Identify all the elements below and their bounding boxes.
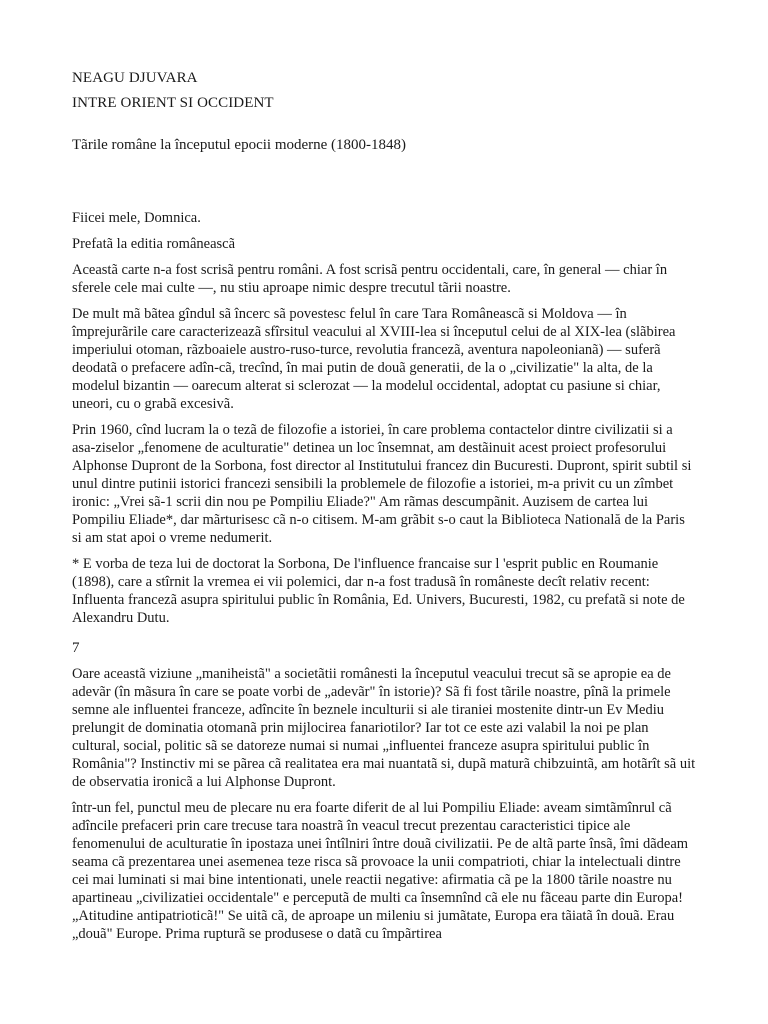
book-subtitle: Tãrile române la începutul epocii moderne (1800-1848) [72, 137, 407, 153]
dedication: Fiicei mele, Domnica. [72, 210, 201, 226]
paragraph: De mult mã bãtea gîndul sã încerc sã povestesc felul în care Tara Româneascã si Moldova — în împrejurãrile care caracterizeazã sfîrsitul veacului al XVIII-lea si începutul celui de al XIX-lea (slãbirea imperiului otoman, rãzboaiele austro-ruso-turce, revolutia francezã, aventura napoleonianã) — suferã deodatã o prefacere adîn-cã, trecînd, în mai putin de douã generatii, de la o „civilizatie" la alta, de la modelul bizantin — oarecum alterat si sclerozat — la modelul occidental, adoptat cu pasiune si chiar, uneori, cu o grabã excesivã. [72, 306, 676, 412]
paragraph: Aceastã carte n-a fost scrisã pentru români. A fost scrisã pentru occidentali, care, în general — chiar în sferele cele mai culte —, nu stiu aproape nimic despre trecutul tãrii noastre. [72, 262, 668, 296]
document-page [72, 66, 696, 943]
paragraph: Oare aceastã viziune „maniheistã" a societãtii românesti la începutul veacului trecut sã se apropie ea de adevãr (în mãsura în care se poate vorbi de „adevãr" în istorie)? Sã fi fost tãrile noastre, pînã la primele semne ale influentei franceze, adîncite în beznele inculturii si ale tiraniei mostenite dintr-un Ev Mediu prelungit de dominatia otomanã prin mijlocirea fanariotilor? Iar tot ce este azi valabil la noi pe plan cultural, social, politic sã se datoreze numai si numai „influentei franceze asupra spiritului public în România"? Instinctiv mi se pãrea cã realitatea era mai nuantatã si, dupã maturã chibzuintã, am hotãrît sã uit de observatia ironicã a lui Alphonse Dupront. [72, 666, 696, 790]
paragraph: într-un fel, punctul meu de plecare nu era foarte diferit de al lui Pompiliu Eliade: aveam simtãmînrul cã adîncile prefaceri prin care trecuse tara noastrã în veacul trecut prezentau caracteristici tipice ale fenomenului de aculturatie în ipostaza unei întîlniri între douã civilizatii. Pe de altã parte însã, îmi dãdeam seama cã prezentarea unei asemenea teze risca sã provoace la unii compatrioti, chiar la intelectuali dintre cei mai luminati si mai bine intentionati, unele reactii negative: afirmatia cã pe la 1800 tãrile noastre nu apartineau „civilizatiei occidentale" e perceputã de multi ca însemnînd cã ele nu fãceau parte din Europa! „Atitudine antipatrioticã!" Se uitã cã, de aproape un mileniu si jumãtate, Europa era tãiatã în douã. Erau „douã" Europe. Prima rupturã se produsese o datã cu împãrtirea [72, 800, 689, 942]
author-name: NEAGU DJUVARA [72, 70, 198, 86]
page-number: 7 [72, 640, 80, 656]
paragraph: Prin 1960, cînd lucram la o tezã de filozofie a istoriei, în care problema contactelor dintre civilizatii si a asa-ziselor „fenomene de aculturatie" detinea un loc însemnat, am destãinuit acest proiect profesorului Alphonse Dupront de la Sorbona, fost director al Institutului francez din Bucuresti. Dupront, spirit subtil si unul dintre putinii istorici francezi sensibili la problemele de filozofie a istoriei, m-a privit cu un zîmbet ironic: „Vrei sã-1 scrii din nou pe Pompiliu Eliade?" Am rãmas descumpãnit. Auzisem de cartea lui Pompiliu Eliade*, dar mãrturisesc cã n-o citisem. M-am grãbit s-o caut la Biblioteca Natională de la Paris si am stat apoi o vreme nedumerit. [72, 422, 692, 546]
book-title: INTRE ORIENT SI OCCIDENT [72, 95, 274, 111]
footnote: * E vorba de teza lui de doctorat la Sorbona, De l'influence francaise sur l 'esprit public en Roumanie (1898), care a stîrnit la vremea ei vii polemici, dar n-a fost tradusã în româneste decît relativ recent: Influenta francezã asupra spiritului public în România, Ed. Univers, Bucuresti, 1982, cu prefatã si note de Alexandru Dutu. [72, 556, 685, 626]
preface-title: Prefatã la editia româneascã [72, 236, 236, 252]
